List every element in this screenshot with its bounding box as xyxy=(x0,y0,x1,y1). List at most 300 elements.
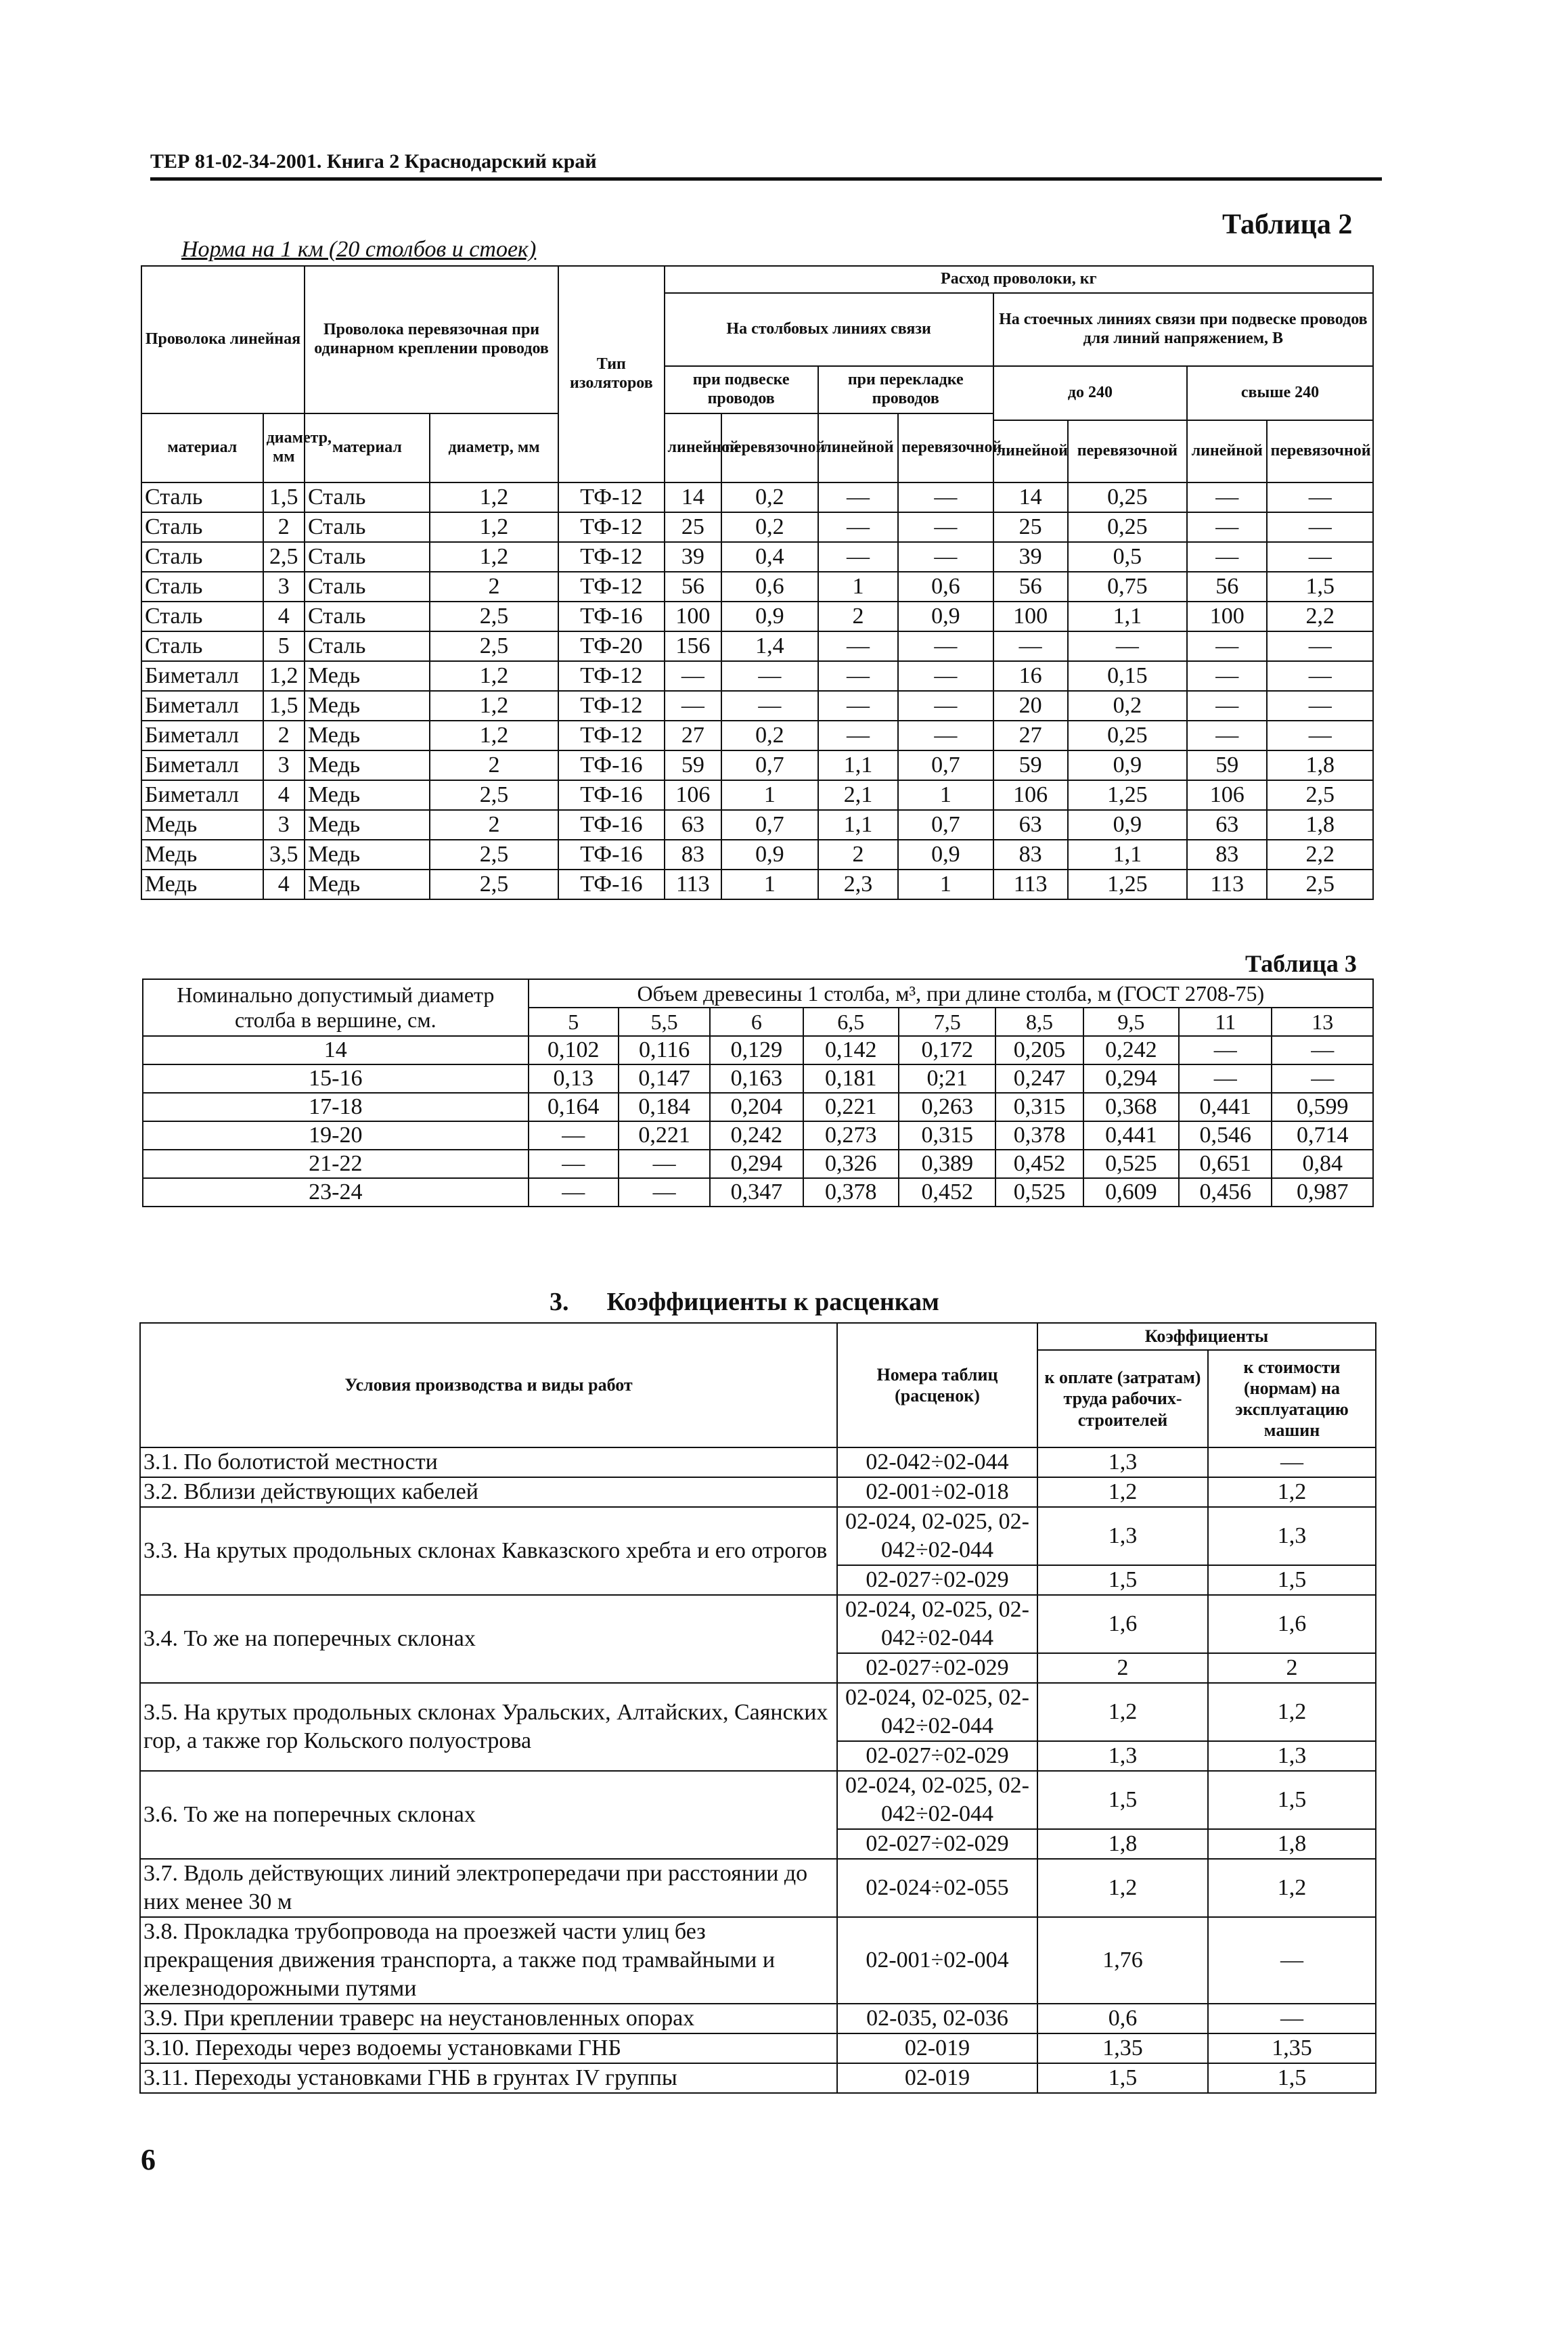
table-cell: 0,129 xyxy=(710,1036,803,1064)
machines-coef-cell: 1,3 xyxy=(1208,1741,1376,1771)
table-cell: 0,6 xyxy=(721,572,818,602)
table-cell: — xyxy=(619,1150,710,1178)
table-cell: 17-18 xyxy=(143,1093,529,1121)
pole-length-header: 6 xyxy=(710,1008,803,1036)
section3-number: 3. xyxy=(550,1288,569,1316)
table-cell: Сталь xyxy=(141,512,263,542)
table-cell: 1,1 xyxy=(818,750,898,780)
table-cell: — xyxy=(1267,512,1373,542)
header-pole-lines: На столбовых линиях связи xyxy=(665,293,993,366)
table-cell: 0,525 xyxy=(995,1178,1083,1207)
header-insulator-type: Тип изоляторов xyxy=(558,266,664,482)
table-cell: 63 xyxy=(665,810,722,840)
table-cell: 113 xyxy=(665,870,722,899)
table-cell: 0,247 xyxy=(995,1064,1083,1093)
table-cell: 0,147 xyxy=(619,1064,710,1093)
table-cell: 0,714 xyxy=(1272,1121,1373,1150)
table-cell: 0,599 xyxy=(1272,1093,1373,1121)
labor-coef-cell: 1,5 xyxy=(1037,1771,1208,1829)
table-cell: — xyxy=(1187,512,1267,542)
condition-cell: 3.9. При креплении траверс на неустановленных опорах xyxy=(140,2004,837,2033)
table-cell: 0,242 xyxy=(1083,1036,1179,1064)
table-cell: 1 xyxy=(898,870,993,899)
table-cell: 0,525 xyxy=(1083,1150,1179,1178)
condition-cell: 3.1. По болотистой местности xyxy=(140,1447,837,1477)
labor-coef-cell: 1,2 xyxy=(1037,1477,1208,1507)
condition-cell: 3.5. На крутых продольных склонах Уральских, Алтайских, Саянских гор, а также гор Кольского полуострова xyxy=(140,1683,837,1771)
table2-norm-caption: Норма на 1 км (20 столбов и стоек) xyxy=(181,237,537,262)
table-cell: 59 xyxy=(1187,750,1267,780)
table-cell: 0,25 xyxy=(1068,512,1187,542)
table-cell: 83 xyxy=(665,840,722,870)
table-cell: 39 xyxy=(665,542,722,572)
table-cell: 0,2 xyxy=(1068,691,1187,721)
table-cell: 1,4 xyxy=(721,631,818,661)
table-row xyxy=(141,482,1373,512)
machines-coef-cell: — xyxy=(1208,1447,1376,1477)
labor-coef-cell: 1,5 xyxy=(1037,1565,1208,1595)
table-cell: — xyxy=(1187,631,1267,661)
table-cell: 1 xyxy=(898,780,993,810)
table-cell: Сталь xyxy=(305,602,430,631)
labor-coef-cell: 2 xyxy=(1037,1653,1208,1683)
table-cell: — xyxy=(818,691,898,721)
table-cell: 39 xyxy=(993,542,1068,572)
table-cell: 56 xyxy=(993,572,1068,602)
table-cell: 0,116 xyxy=(619,1036,710,1064)
table-cell: 1,2 xyxy=(430,661,558,691)
labor-coef-cell: 1,3 xyxy=(1037,1447,1208,1477)
table-row xyxy=(141,721,1373,750)
table-cell: 0,221 xyxy=(803,1093,899,1121)
table-number-cell: 02-024, 02-025, 02-042÷02-044 xyxy=(837,1771,1037,1829)
labor-coef-cell: 1,8 xyxy=(1037,1829,1208,1859)
table-row xyxy=(140,1917,1376,2004)
table-cell: 2 xyxy=(430,750,558,780)
table-cell: 2,3 xyxy=(818,870,898,899)
condition-cell: 3.6. То же на поперечных склонах xyxy=(140,1771,837,1859)
table-row xyxy=(141,780,1373,810)
table-cell: — xyxy=(818,542,898,572)
table-row xyxy=(140,1595,1376,1653)
table-cell: 2,5 xyxy=(430,631,558,661)
table-cell: — xyxy=(1267,542,1373,572)
table-number-cell: 02-035, 02-036 xyxy=(837,2004,1037,2033)
table-cell: Сталь xyxy=(141,631,263,661)
machines-coef-cell: 1,2 xyxy=(1208,1683,1376,1741)
table-cell: — xyxy=(1187,542,1267,572)
table-cell: 25 xyxy=(993,512,1068,542)
table-cell: Сталь xyxy=(141,482,263,512)
table-cell: — xyxy=(1187,482,1267,512)
table-cell: 0,315 xyxy=(995,1093,1083,1121)
table-cell: 106 xyxy=(1187,780,1267,810)
table-row xyxy=(140,2004,1376,2033)
table-cell: 0,9 xyxy=(721,602,818,631)
labor-coef-cell: 1,3 xyxy=(1037,1507,1208,1565)
table3-body xyxy=(143,1036,1373,1207)
table-cell: 0,221 xyxy=(619,1121,710,1150)
machines-coef-cell: — xyxy=(1208,1917,1376,2004)
table-cell: 0,9 xyxy=(1068,810,1187,840)
header-suspension: при подвеске проводов xyxy=(665,366,818,413)
labor-coef-cell: 1,2 xyxy=(1037,1859,1208,1917)
table-cell: 113 xyxy=(1187,870,1267,899)
header-line-diameter: диаметр, мм xyxy=(263,413,305,482)
table-cell: — xyxy=(898,482,993,512)
table-cell: 0,9 xyxy=(898,840,993,870)
table-cell: 2 xyxy=(818,602,898,631)
header-upto240-tie: перевязочной xyxy=(1068,420,1187,482)
table-cell: 4 xyxy=(263,780,305,810)
table-cell: — xyxy=(529,1178,619,1207)
table-row xyxy=(140,1859,1376,1917)
pole-length-header: 13 xyxy=(1272,1008,1373,1036)
table-cell: 14 xyxy=(665,482,722,512)
table-cell: 113 xyxy=(993,870,1068,899)
header-machines-coef: к стоимости (нормам) на эксплуатацию машин xyxy=(1208,1350,1376,1447)
table-number-cell: 02-024÷02-055 xyxy=(837,1859,1037,1917)
table-cell: — xyxy=(1267,631,1373,661)
table-cell: Биметалл xyxy=(141,780,263,810)
machines-coef-cell: — xyxy=(1208,2004,1376,2033)
pole-length-header: 5 xyxy=(529,1008,619,1036)
table-cell: 20 xyxy=(993,691,1068,721)
table-cell: — xyxy=(1187,721,1267,750)
table-cell: 19-20 xyxy=(143,1121,529,1150)
table-number-cell: 02-019 xyxy=(837,2063,1037,2093)
header-crossbar-tie: перевязочной xyxy=(898,413,993,482)
table-cell: Биметалл xyxy=(141,691,263,721)
table-cell: 0,163 xyxy=(710,1064,803,1093)
machines-coef-cell: 1,5 xyxy=(1208,1565,1376,1595)
table-cell: 1,1 xyxy=(1068,840,1187,870)
condition-cell: 3.2. Вблизи действующих кабелей xyxy=(140,1477,837,1507)
table-cell: 0,389 xyxy=(899,1150,995,1178)
table-cell: Сталь xyxy=(305,512,430,542)
table-number-cell: 02-001÷02-018 xyxy=(837,1477,1037,1507)
table-cell: 2,5 xyxy=(263,542,305,572)
condition-cell: 3.11. Переходы установками ГНБ в грунтах IV группы xyxy=(140,2063,837,2093)
table-cell: 14 xyxy=(993,482,1068,512)
table-cell: 0,15 xyxy=(1068,661,1187,691)
labor-coef-cell: 1,76 xyxy=(1037,1917,1208,2004)
table-cell: 1,8 xyxy=(1267,810,1373,840)
table-cell: ТФ-16 xyxy=(558,750,664,780)
pole-length-header: 5,5 xyxy=(619,1008,710,1036)
table-row xyxy=(141,661,1373,691)
table-cell: 0,546 xyxy=(1179,1121,1272,1150)
machines-coef-cell: 1,5 xyxy=(1208,2063,1376,2093)
table-cell: — xyxy=(818,661,898,691)
table-cell: Биметалл xyxy=(141,721,263,750)
table-cell: 2,2 xyxy=(1267,840,1373,870)
table2-title: Таблица 2 xyxy=(1222,209,1353,240)
table-number-cell: 02-027÷02-029 xyxy=(837,1653,1037,1683)
pole-length-header: 11 xyxy=(1179,1008,1272,1036)
machines-coef-cell: 1,8 xyxy=(1208,1829,1376,1859)
table-cell: — xyxy=(665,691,722,721)
table-number-cell: 02-027÷02-029 xyxy=(837,1565,1037,1595)
table-cell: — xyxy=(898,631,993,661)
table-cell: 0,263 xyxy=(899,1093,995,1121)
table-cell: 0,452 xyxy=(995,1150,1083,1178)
table-row xyxy=(140,2063,1376,2093)
table-row xyxy=(140,1447,1376,1477)
table-cell: 0,75 xyxy=(1068,572,1187,602)
table-cell: — xyxy=(1267,482,1373,512)
table-cell: 2 xyxy=(263,512,305,542)
table-cell: 100 xyxy=(1187,602,1267,631)
table-row xyxy=(141,691,1373,721)
table-cell: Сталь xyxy=(305,631,430,661)
header-conditions: Условия производства и виды работ xyxy=(140,1323,837,1447)
table-cell: 0,7 xyxy=(898,810,993,840)
page-number: 6 xyxy=(141,2143,156,2176)
header-rack-lines: На стоечных линиях связи при подвеске проводов для линий напряжением, В xyxy=(993,293,1373,366)
table-cell: 156 xyxy=(665,631,722,661)
table-cell: 0,9 xyxy=(1068,750,1187,780)
table-cell: — xyxy=(665,661,722,691)
table-cell: 0,25 xyxy=(1068,482,1187,512)
table-cell: 1,2 xyxy=(430,542,558,572)
table-row xyxy=(141,870,1373,899)
table-cell: 0,205 xyxy=(995,1036,1083,1064)
table-cell: — xyxy=(818,482,898,512)
table-cell: 3 xyxy=(263,572,305,602)
pole-length-header: 6,5 xyxy=(803,1008,899,1036)
table-row xyxy=(141,602,1373,631)
header-wire-tie: Проволока перевязочная при одинарном креплении проводов xyxy=(305,266,558,413)
table-cell: Медь xyxy=(141,810,263,840)
table-cell: 1,2 xyxy=(430,482,558,512)
table-cell: 2,5 xyxy=(430,602,558,631)
header-crossbar-line: линейной xyxy=(818,413,898,482)
table-cell: 27 xyxy=(665,721,722,750)
table-cell: — xyxy=(529,1121,619,1150)
table-cell: 56 xyxy=(665,572,722,602)
table-cell: 0,184 xyxy=(619,1093,710,1121)
table-cell: 4 xyxy=(263,870,305,899)
table-cell: 0,2 xyxy=(721,482,818,512)
table-cell: 0,7 xyxy=(721,810,818,840)
labor-coef-cell: 1,2 xyxy=(1037,1683,1208,1741)
table-cell: Медь xyxy=(305,691,430,721)
table-cell: 56 xyxy=(1187,572,1267,602)
table-cell: — xyxy=(1179,1036,1272,1064)
machines-coef-cell: 1,5 xyxy=(1208,1771,1376,1829)
table-cell: 3 xyxy=(263,810,305,840)
table-cell: Медь xyxy=(305,661,430,691)
table-cell: 83 xyxy=(993,840,1068,870)
table-cell: 0,456 xyxy=(1179,1178,1272,1207)
table-cell: 1,5 xyxy=(263,691,305,721)
table-cell: Сталь xyxy=(305,572,430,602)
table-cell: 1,25 xyxy=(1068,870,1187,899)
condition-cell: 3.10. Переходы через водоемы установками ГНБ xyxy=(140,2033,837,2063)
header-coefficients: Коэффициенты xyxy=(1037,1323,1376,1350)
table-cell: 0,378 xyxy=(995,1121,1083,1150)
table-cell: 2,2 xyxy=(1267,602,1373,631)
condition-cell: 3.8. Прокладка трубопровода на проезжей части улиц без прекращения движения транспорта, а также под трамвайными и железнодорожными путями xyxy=(140,1917,837,2004)
table-cell: 59 xyxy=(665,750,722,780)
table-cell: 2,5 xyxy=(430,870,558,899)
table-row xyxy=(140,1507,1376,1565)
wire-consumption-table xyxy=(141,265,1374,900)
table-cell: 0,315 xyxy=(899,1121,995,1150)
table-cell: Медь xyxy=(141,840,263,870)
table-cell: Биметалл xyxy=(141,661,263,691)
table-row xyxy=(143,1064,1373,1093)
table-cell: 2 xyxy=(818,840,898,870)
header-over240-line: линейной xyxy=(1187,420,1267,482)
table-row xyxy=(141,750,1373,780)
machines-coef-cell: 1,35 xyxy=(1208,2033,1376,2063)
header-wire-consumption: Расход проволоки, кг xyxy=(665,266,1373,293)
header-crossbar: при перекладке проводов xyxy=(818,366,993,413)
table-cell: — xyxy=(898,691,993,721)
table-cell: Сталь xyxy=(141,572,263,602)
table-cell: ТФ-12 xyxy=(558,512,664,542)
table-cell: 0,651 xyxy=(1179,1150,1272,1178)
table-cell: 1,25 xyxy=(1068,780,1187,810)
table-row xyxy=(141,572,1373,602)
table-cell: ТФ-12 xyxy=(558,572,664,602)
table-cell: 0;21 xyxy=(899,1064,995,1093)
header-wood-volume: Объем древесины 1 столба, м³, при длине столба, м (ГОСТ 2708-75) xyxy=(529,979,1373,1008)
table-number-cell: 02-027÷02-029 xyxy=(837,1829,1037,1859)
table-cell: 0,172 xyxy=(899,1036,995,1064)
table-row xyxy=(143,1121,1373,1150)
table-cell: 1,2 xyxy=(430,691,558,721)
table-cell: 2,5 xyxy=(1267,780,1373,810)
table-cell: 23-24 xyxy=(143,1178,529,1207)
table-cell: 0,368 xyxy=(1083,1093,1179,1121)
table-number-cell: 02-024, 02-025, 02-042÷02-044 xyxy=(837,1595,1037,1653)
table-cell: 0,378 xyxy=(803,1178,899,1207)
table-cell: — xyxy=(619,1178,710,1207)
table-number-cell: 02-019 xyxy=(837,2033,1037,2063)
table-cell: 0,294 xyxy=(710,1150,803,1178)
pole-length-header: 9,5 xyxy=(1083,1008,1179,1036)
table-cell: 2,5 xyxy=(430,840,558,870)
table-cell: — xyxy=(1272,1036,1373,1064)
table-row xyxy=(143,1036,1373,1064)
header-over-240: свыше 240 xyxy=(1187,366,1373,420)
table-cell: — xyxy=(1068,631,1187,661)
table-cell: 0,181 xyxy=(803,1064,899,1093)
header-suspension-line: линейной xyxy=(665,413,722,482)
table-cell: 2 xyxy=(430,810,558,840)
machines-coef-cell: 1,2 xyxy=(1208,1477,1376,1507)
table-cell: — xyxy=(1267,691,1373,721)
machines-coef-cell: 1,2 xyxy=(1208,1859,1376,1917)
table-cell: Медь xyxy=(141,870,263,899)
table-cell: 0,273 xyxy=(803,1121,899,1150)
pole-length-header: 7,5 xyxy=(899,1008,995,1036)
table-row xyxy=(140,1771,1376,1829)
table-cell: 27 xyxy=(993,721,1068,750)
table-cell: 21-22 xyxy=(143,1150,529,1178)
section3-title: Коэффициенты к расценкам xyxy=(606,1288,939,1316)
table2-body xyxy=(141,482,1373,899)
table-cell: Сталь xyxy=(305,542,430,572)
labor-coef-cell: 1,6 xyxy=(1037,1595,1208,1653)
table-cell: 0,441 xyxy=(1179,1093,1272,1121)
table-cell: 0,164 xyxy=(529,1093,619,1121)
table-cell: 1,2 xyxy=(430,721,558,750)
table-cell: 5 xyxy=(263,631,305,661)
table-cell: 2 xyxy=(430,572,558,602)
machines-coef-cell: 1,3 xyxy=(1208,1507,1376,1565)
table-row xyxy=(141,810,1373,840)
table-cell: 4 xyxy=(263,602,305,631)
table-cell: 1 xyxy=(721,870,818,899)
table-row xyxy=(141,840,1373,870)
table-cell: — xyxy=(1267,661,1373,691)
table-cell: 0,25 xyxy=(1068,721,1187,750)
table-cell: ТФ-16 xyxy=(558,780,664,810)
table-cell: 1 xyxy=(721,780,818,810)
table-cell: 1,2 xyxy=(263,661,305,691)
table-cell: 1 xyxy=(818,572,898,602)
table-cell: — xyxy=(1187,661,1267,691)
table-row xyxy=(140,1477,1376,1507)
table-cell: ТФ-16 xyxy=(558,870,664,899)
table-cell: 2,5 xyxy=(430,780,558,810)
table-cell: ТФ-12 xyxy=(558,691,664,721)
header-top-diameter: Номинально допустимый диаметр столба в вершине, см. xyxy=(143,979,529,1036)
table-number-cell: 02-027÷02-029 xyxy=(837,1741,1037,1771)
table-cell: — xyxy=(1187,691,1267,721)
machines-coef-cell: 1,6 xyxy=(1208,1595,1376,1653)
table-cell: 2 xyxy=(263,721,305,750)
header-upto240-line: линейной xyxy=(993,420,1068,482)
table-cell: Биметалл xyxy=(141,750,263,780)
table-cell: 0,441 xyxy=(1083,1121,1179,1150)
table-cell: Медь xyxy=(305,721,430,750)
table-cell: — xyxy=(898,661,993,691)
table-row xyxy=(143,1150,1373,1178)
table-cell: — xyxy=(1179,1064,1272,1093)
table-cell: 0,7 xyxy=(721,750,818,780)
header-wire-line: Проволока линейная xyxy=(141,266,305,413)
table-row xyxy=(143,1178,1373,1207)
table-cell: 0,987 xyxy=(1272,1178,1373,1207)
condition-cell: 3.4. То же на поперечных склонах xyxy=(140,1595,837,1683)
table-cell: — xyxy=(721,691,818,721)
table-cell: 63 xyxy=(1187,810,1267,840)
table-row xyxy=(141,512,1373,542)
header-line-material: материал xyxy=(141,413,263,482)
table-cell: ТФ-12 xyxy=(558,482,664,512)
table-cell: 0,9 xyxy=(898,602,993,631)
table-cell: 1,1 xyxy=(1068,602,1187,631)
table-cell: — xyxy=(818,721,898,750)
table-cell: 0,84 xyxy=(1272,1150,1373,1178)
table-row xyxy=(141,631,1373,661)
table-number-cell: 02-024, 02-025, 02-042÷02-044 xyxy=(837,1507,1037,1565)
table-cell: ТФ-16 xyxy=(558,810,664,840)
table-cell: 0,13 xyxy=(529,1064,619,1093)
table-number-cell: 02-042÷02-044 xyxy=(837,1447,1037,1477)
table-cell: 0,4 xyxy=(721,542,818,572)
table-cell: — xyxy=(529,1150,619,1178)
table-cell: 25 xyxy=(665,512,722,542)
header-over240-tie: перевязочной xyxy=(1267,420,1373,482)
table-cell: ТФ-16 xyxy=(558,602,664,631)
table-cell: 3 xyxy=(263,750,305,780)
